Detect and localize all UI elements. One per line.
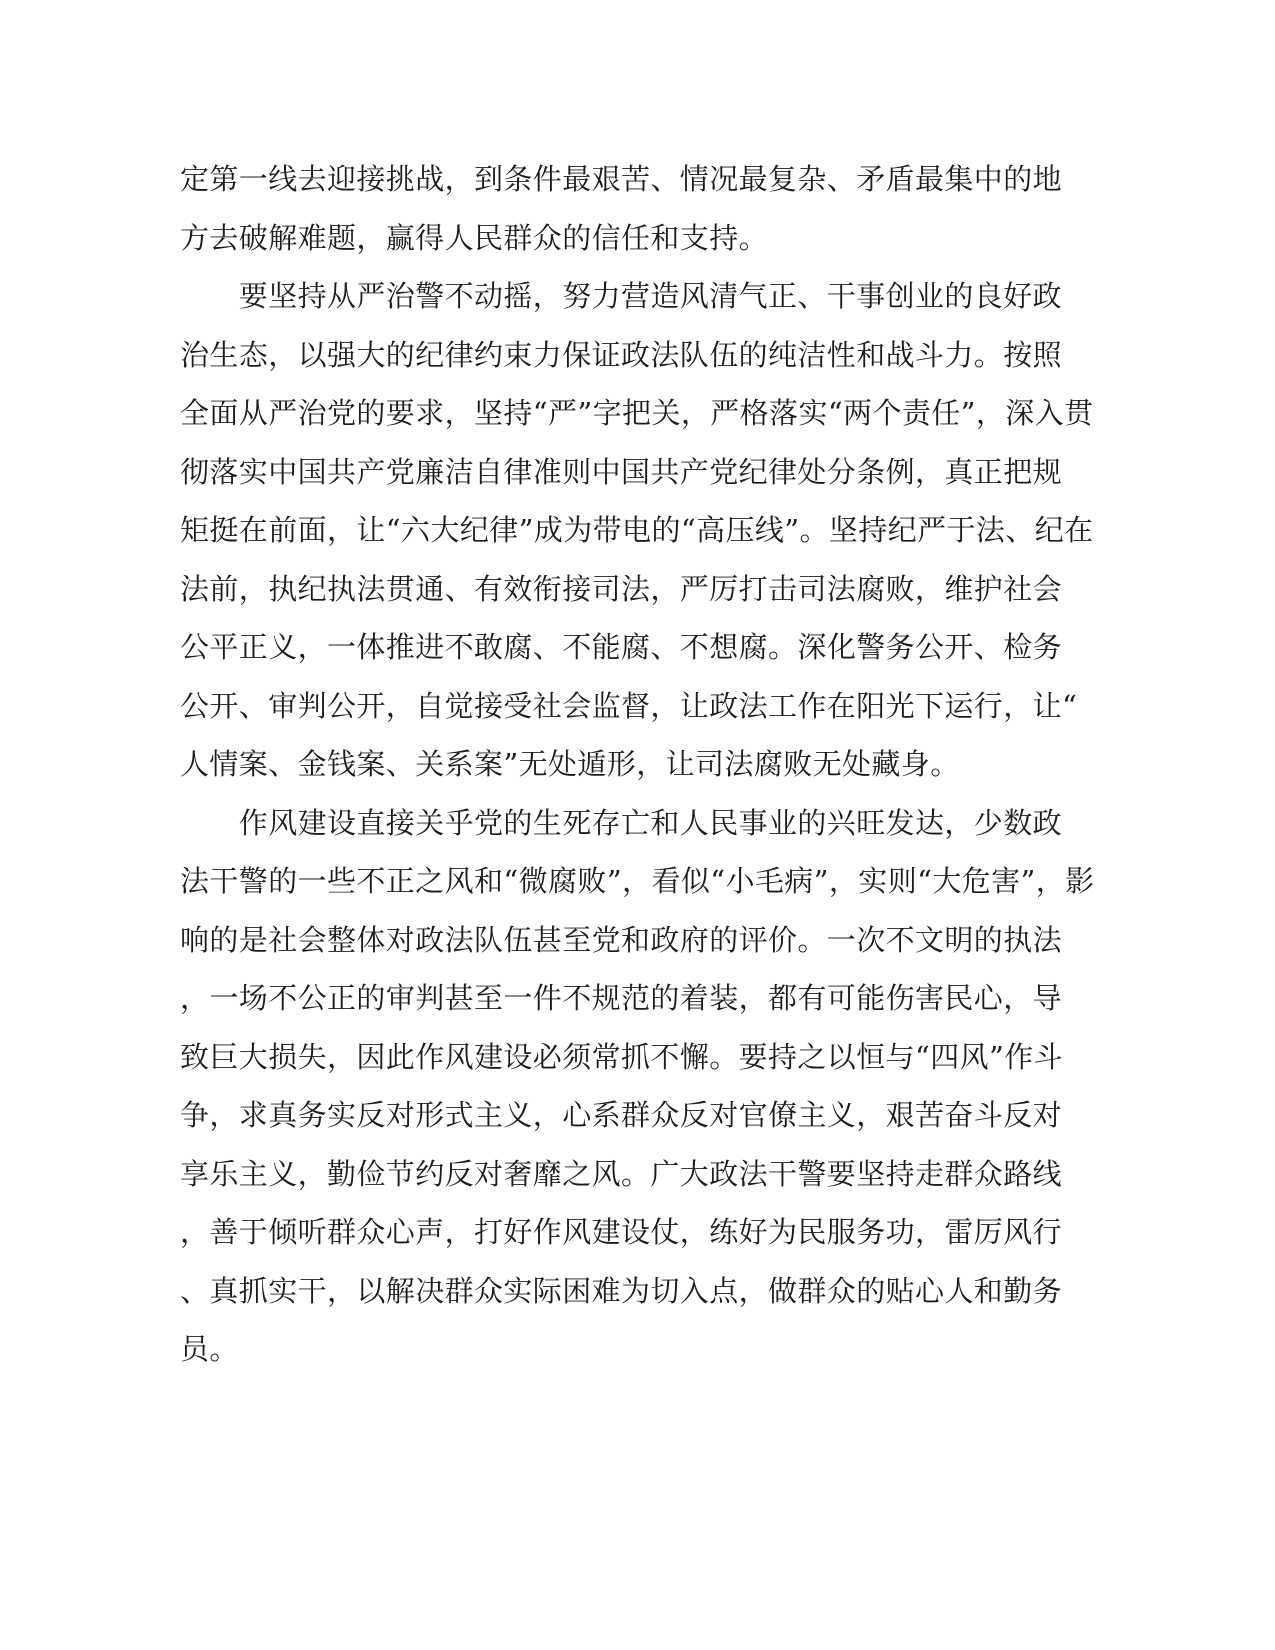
text-line: 矩挺在前面，让“六大纪律”成为带电的“高压线”。坚持纪严于法、纪在 [180,513,1094,547]
text-line: 治生态，以强大的纪律约束力保证政法队伍的纯洁性和战斗力。按照 [180,337,1063,372]
text-line: 作风建设直接关乎党的生死存亡和人民事业的兴旺发达，少数政 [180,805,1063,840]
paragraph-2 [180,267,1094,794]
text-line: 定第一线去迎接挑战，到条件最艰苦、情况最复杂、矛盾最集中的地 [180,162,1063,196]
text-line: ，善于倾听群众心声，打好作风建设仗，练好为民服务功，雷厉风行 [180,1215,1063,1249]
text-line: 公开、审判公开，自觉接受社会监督，让政法工作在阳光下运行，让“ [180,688,1078,723]
body-text [180,150,1095,1379]
text-line: 法干警的一些不正之风和“微腐败”，看似“小毛病”，实则“大危害”，影 [180,864,1095,898]
text-line: 法前，执纪执法贯通、有效衔接司法，严厉打击司法腐败，维护社会 [180,571,1063,606]
text-line: 争，求真务实反对形式主义，心系群众反对官僚主义，艰苦奋斗反对 [180,1098,1063,1132]
text-line: 员。 [180,1332,239,1366]
text-line: 致巨大损失，因此作风建设必须常抓不懈。要持之以恒与“四风”作斗 [180,1039,1064,1074]
paragraph-1 [180,150,1063,267]
text-line: 方去破解难题，赢得人民群众的信任和支持。 [180,220,769,255]
paragraph-3 [180,794,1095,1379]
text-line: 、真抓实干，以解决群众实际困难为切入点，做群众的贴心人和勤务 [180,1273,1063,1308]
text-line: 人情案、金钱案、关系案”无处遁形，让司法腐败无处藏身。 [180,747,960,781]
text-line: 享乐主义，勤俭节约反对奢靡之风。广大政法干警要坚持走群众路线 [180,1156,1063,1191]
text-line: 彻落实中国共产党廉洁自律准则中国共产党纪律处分条例，真正把规 [180,454,1063,489]
text-line: 公平正义，一体推进不敢腐、不能腐、不想腐。深化警务公开、检务 [180,630,1063,664]
text-line: 全面从严治党的要求，坚持“严”字把关，严格落实“两个责任”，深入贯 [180,396,1094,430]
text-line: 要坚持从严治警不动摇，努力营造风清气正、干事创业的良好政 [180,279,1063,313]
text-line: ，一场不公正的审判甚至一件不规范的着装，都有可能伤害民心，导 [180,981,1063,1015]
text-line: 响的是社会整体对政法队伍甚至党和政府的评价。一次不文明的执法 [180,922,1063,957]
